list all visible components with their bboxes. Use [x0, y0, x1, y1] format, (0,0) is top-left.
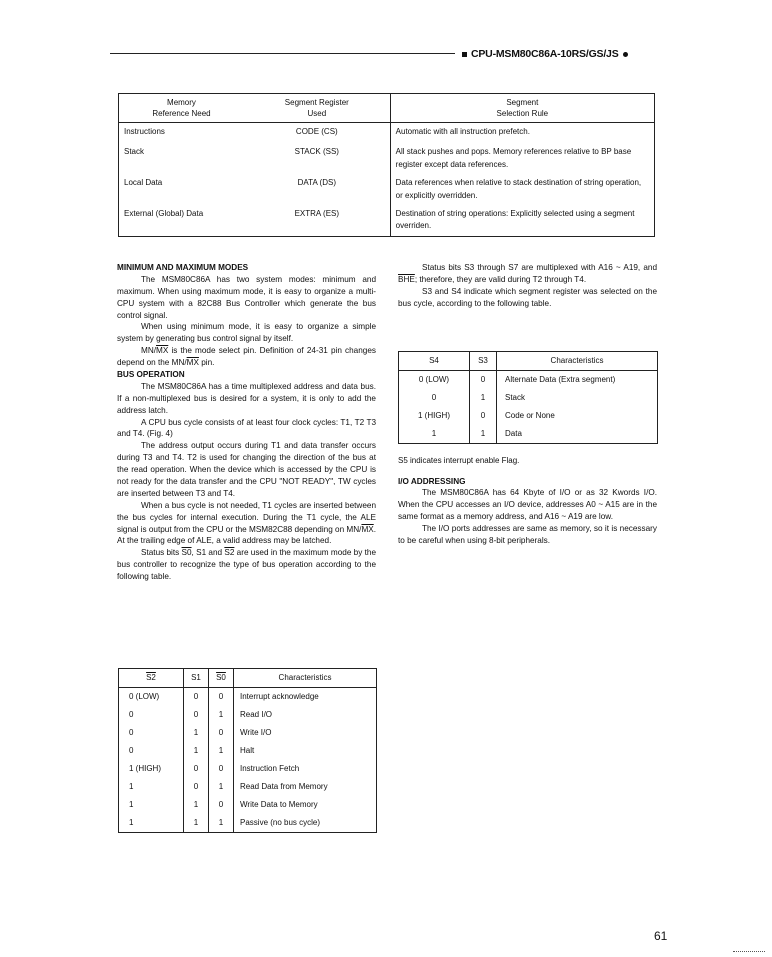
table-row [119, 706, 377, 724]
table-cell: Read Data from Memory [234, 778, 377, 796]
table-row [399, 371, 658, 390]
text-run: $\overline{MX}$ [361, 524, 374, 534]
header-title-text: CPU-MSM80C86A-10RS/GS/JS [471, 48, 619, 60]
left-column [117, 262, 376, 583]
table-cell: Passive (no bus cycle) [234, 814, 377, 833]
table-cell: Write Data to Memory [234, 796, 377, 814]
table-cell: 1 [209, 814, 234, 833]
paragraph: S3 and S4 indicate which segment register was selected on the bus cycle, according to the following table. [398, 286, 657, 308]
section-heading-io: I/O ADDRESSING [398, 476, 466, 486]
segment-register-table [118, 93, 655, 237]
table-row [119, 174, 655, 205]
table-row [119, 143, 655, 174]
table-cell: 0 [129, 728, 134, 738]
table-row [119, 724, 377, 742]
table-cell: Halt [234, 742, 377, 760]
table-cell: 0 [184, 760, 209, 778]
table-row [119, 760, 377, 778]
seg-header-register: Segment Register Used [244, 94, 390, 123]
section-heading-modes: MINIMUM AND MAXIMUM MODES [117, 263, 249, 272]
table-cell: Data [497, 425, 658, 444]
table-cell: 0 [431, 393, 437, 403]
square-bullet-icon [462, 52, 467, 57]
table-row [119, 796, 377, 814]
table-cell: Local Data [124, 178, 163, 188]
table-cell: Data references when relative to stack destination of string operation, or explicitly overridden. [390, 174, 654, 205]
table-cell: 0 [470, 407, 497, 425]
table-cell: Interrupt acknowledge [234, 688, 377, 707]
paragraph: The MSM80C86A has a time multiplexed address and data bus. If a non-multiplexed bus is desired for a system, it is only to add the address latch. [117, 381, 376, 415]
text-run: pin. [198, 358, 215, 368]
paragraph [117, 345, 376, 369]
paragraph: The MSM80C86A has 64 Kbyte of I/O or as 32 Kwords I/O. When the CPU accesses an I/O device, addresses A0 ~ A15 are in the same format as a memory address, and A16 ~ A19 are low. [398, 488, 657, 522]
table-row [399, 425, 658, 444]
seg-header-rule: Segment Selection Rule [390, 94, 654, 123]
table-cell: 1 [184, 742, 209, 760]
text-run: When a bus cycle is not needed, T1 cycles are inserted between the bus cycles for internal execution. During the T1 cycle, the ALE signal is output from the CPU or the MSM82C88 depending on MN/ [117, 500, 376, 534]
text-run: are used in the maximum mode by the bus controller to recognize the type of bus operation according to the following table. [117, 548, 376, 582]
s0-header: S0 [209, 669, 234, 688]
paragraph: The MSM80C86A has two system modes: minimum and maximum. When using maximum mode, it is easy to organize a multi-CPU system with a 82C88 Bus Controller which generate the bus control signal. [117, 274, 376, 320]
table-row [119, 814, 377, 833]
table-cell: Destination of string operations: Explicitly selected using a segment overriden. [390, 205, 654, 236]
table-cell: 1 [129, 800, 134, 810]
text-run: is the mode select pin. Definition of 24-31 pin changes depend on the MN/ [117, 346, 376, 368]
table-cell: 1 [184, 796, 209, 814]
table-cell: 0 (LOW) [418, 375, 450, 385]
table-cell: 1 [184, 814, 209, 833]
s3-header: S3 [470, 352, 497, 371]
table-cell: Code or None [497, 407, 658, 425]
text-run: $\overline{MX}$ [156, 346, 169, 356]
table-cell: 0 [209, 724, 234, 742]
text-run: ; therefore, they are valid during T2 through T4. [414, 274, 587, 284]
paragraph: The I/O ports addresses are same as memory, so it is necessary to be careful when using 8-bit peripherals. [398, 524, 657, 546]
table-row [119, 778, 377, 796]
table-cell: 1 [209, 778, 234, 796]
table-cell: Automatic with all instruction prefetch. [390, 123, 654, 144]
text-run: $\overline{MX}$ [186, 358, 199, 368]
scan-mark [733, 951, 765, 952]
table-row [119, 123, 655, 144]
table-cell: 1 [184, 724, 209, 742]
table-cell: 0 [184, 688, 209, 707]
characteristics-header: Characteristics [497, 352, 658, 371]
table-cell: 0 [184, 706, 209, 724]
table-cell: 1 [209, 742, 234, 760]
table-cell: 0 (LOW) [129, 692, 160, 702]
table-cell: CODE (CS) [295, 127, 338, 137]
round-bullet-icon [623, 52, 628, 57]
s4-header: S4 [399, 352, 470, 371]
header-title [462, 47, 628, 62]
s1-header: S1 [184, 669, 209, 688]
table-cell: 1 [470, 425, 497, 444]
table-cell: All stack pushes and pops. Memory references relative to BP base register except data references. [390, 143, 654, 174]
table-cell: 1 (HIGH) [129, 764, 161, 774]
table-cell: STACK (SS) [294, 147, 339, 157]
s4-s3-table [398, 351, 658, 444]
text-run: $\overline{BHE}$ [398, 274, 415, 284]
table-cell: Write I/O [234, 724, 377, 742]
table-cell: 0 [209, 688, 234, 707]
table-cell: EXTRA (ES) [294, 208, 340, 218]
table-cell: Stack [497, 389, 658, 407]
table-cell: Instruction Fetch [234, 760, 377, 778]
text-run: MN/ [141, 346, 157, 356]
paragraph: A CPU bus cycle consists of at least four clock cycles: T1, T2 T3 and T4. (Fig. 4) [117, 417, 376, 439]
paragraph [398, 262, 657, 286]
characteristics-header: Characteristics [234, 669, 377, 688]
text-run: S2 [224, 548, 235, 558]
table-cell: External (Global) Data [124, 208, 204, 218]
s5-note: S5 indicates interrupt enable Flag. [398, 456, 520, 465]
text-run: . At the trailing edge of ALE, a valid address may be latched. [117, 524, 376, 546]
table-row [119, 205, 655, 236]
table-cell: 1 (HIGH) [418, 411, 450, 421]
table-cell: 1 [129, 818, 134, 828]
status-bits-table [118, 668, 377, 833]
paragraph [117, 547, 376, 583]
paragraph: When using minimum mode, it is easy to organize a simple system by generating bus control signal by itself. [117, 322, 376, 344]
table-cell: 1 [431, 429, 437, 439]
seg-header-memory: Memory Reference Need [119, 94, 244, 123]
paragraph [117, 500, 376, 548]
table-cell: 1 [470, 389, 497, 407]
paragraph: The address output occurs during T1 and data transfer occurs during T3 and T4. T2 is used for changing the direction of the bus at the read operation. When the device which is accessed by the CPU is not ready for the data transfer and the CPU "NOT READY", TW cycles are inserted between T3 and T4. [117, 441, 376, 498]
table-cell: 0 [209, 760, 234, 778]
table-cell: Stack [124, 147, 145, 157]
table-cell: Alternate Data (Extra segment) [497, 371, 658, 390]
table-cell: 0 [470, 371, 497, 390]
table-row [119, 688, 377, 707]
table-row [399, 389, 658, 407]
table-cell: 0 [209, 796, 234, 814]
table-cell: 0 [129, 746, 134, 756]
text-run: , S1 and [191, 548, 225, 558]
table-row [119, 742, 377, 760]
table-cell: Read I/O [234, 706, 377, 724]
text-run: Status bits S3 through S7 are multiplexed with A16 ~ A19, and [422, 263, 657, 272]
table-cell: 0 [184, 778, 209, 796]
header-rule [110, 53, 455, 54]
text-run: Status bits [141, 548, 182, 558]
text-run: S0 [181, 548, 192, 558]
table-cell: 1 [129, 782, 134, 792]
s2-header: S2 [119, 669, 184, 688]
table-cell: 1 [209, 706, 234, 724]
table-cell: DATA (DS) [297, 178, 336, 188]
section-heading-bus: BUS OPERATION [117, 370, 185, 380]
table-row [399, 407, 658, 425]
table-cell: Instructions [124, 127, 165, 137]
page-number: 61 [654, 929, 668, 943]
table-cell: 0 [129, 710, 134, 720]
